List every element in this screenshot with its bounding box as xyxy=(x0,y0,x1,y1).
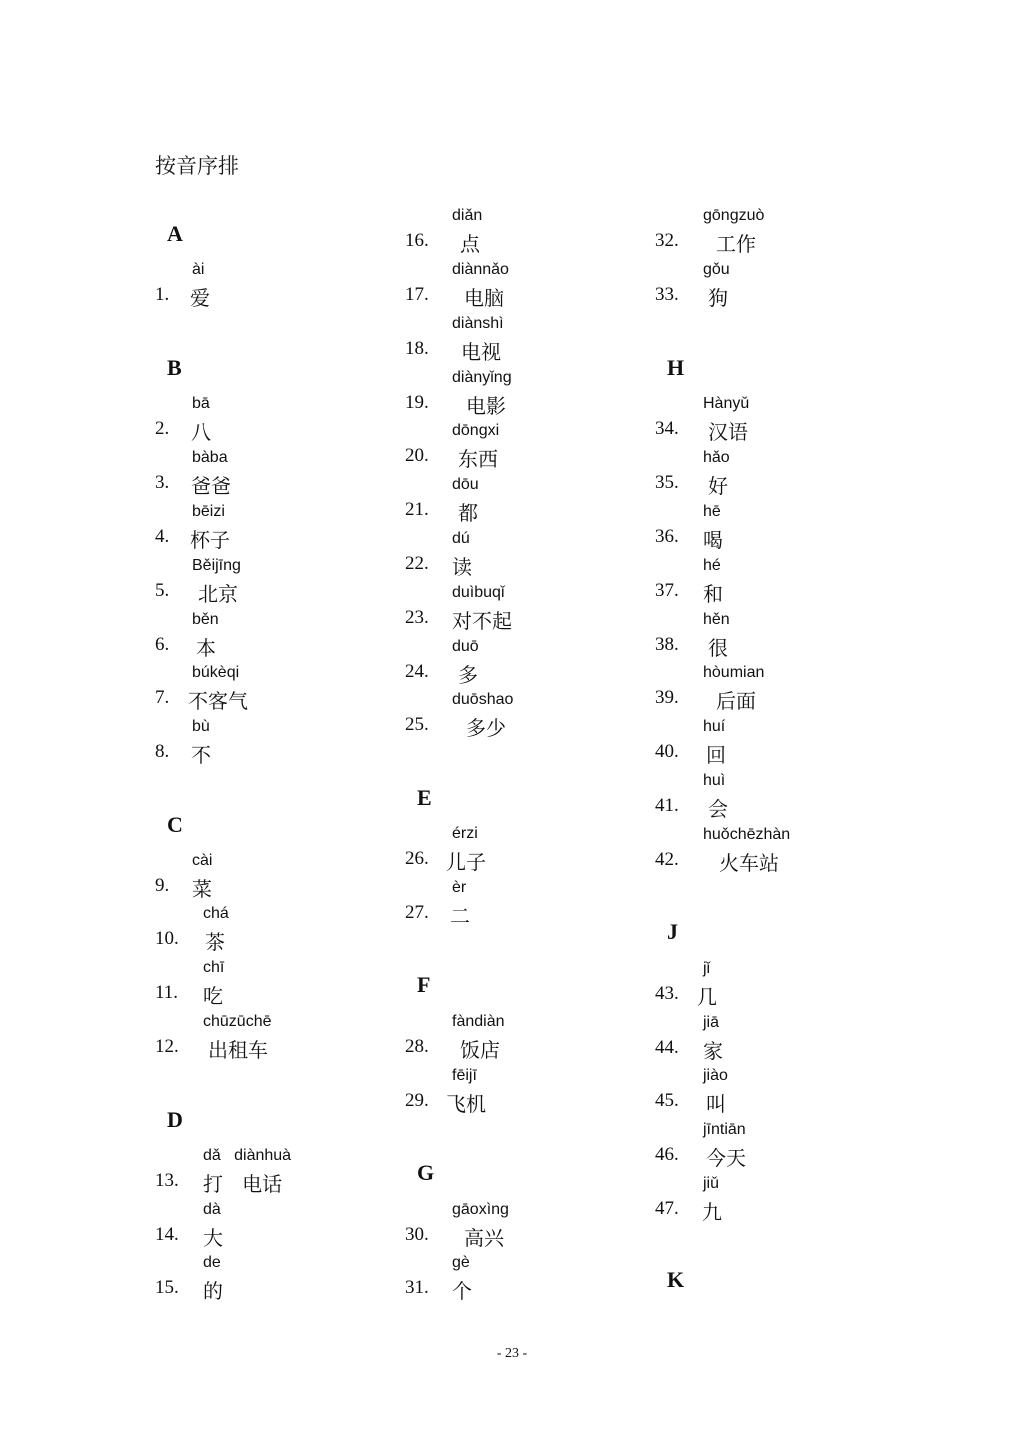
entry-number: 41. xyxy=(655,795,679,816)
entry-hanzi: 饭店 xyxy=(460,1038,500,1062)
entry-pinyin: bā xyxy=(192,395,210,412)
section-letter-g: G xyxy=(417,1160,435,1185)
entry-pinyin: cài xyxy=(192,852,213,869)
entry-number: 46. xyxy=(655,1144,679,1165)
page-title: 按音序排 xyxy=(155,154,239,178)
section-letter-e: E xyxy=(417,785,432,810)
entry-hanzi: 杯子 xyxy=(190,528,230,552)
entry-pinyin: gǒu xyxy=(703,261,730,278)
entry-number: 45. xyxy=(655,1090,679,1111)
entry-number: 19. xyxy=(405,392,429,413)
entry-pinyin: Hànyǔ xyxy=(703,395,750,412)
entry-hanzi: 汉语 xyxy=(708,420,748,444)
entry-number: 25. xyxy=(405,714,429,735)
entry-pinyin: bēizi xyxy=(192,503,225,520)
entry-number: 9. xyxy=(155,875,170,896)
section-letter-j: J xyxy=(667,919,678,944)
entry-hanzi: 几 xyxy=(697,985,717,1009)
entry-pinyin: fàndiàn xyxy=(452,1013,505,1030)
entry-number: 26. xyxy=(405,848,429,869)
entry-pinyin: fēijī xyxy=(452,1067,477,1084)
entry-pinyin: jiào xyxy=(703,1067,728,1084)
entry-number: 17. xyxy=(405,284,429,305)
entry-pinyin: jiā xyxy=(703,1014,720,1031)
entry-hanzi: 会 xyxy=(708,797,728,821)
entry-pinyin: dōngxi xyxy=(452,422,500,439)
entry-number: 14. xyxy=(155,1224,179,1245)
entry-pinyin: chá xyxy=(203,905,229,922)
entry-number: 20. xyxy=(405,445,429,466)
entry-pinyin: hé xyxy=(703,557,721,574)
entry-number: 7. xyxy=(155,687,170,708)
entry-number: 29. xyxy=(405,1090,429,1111)
entry-hanzi: 不客气 xyxy=(188,689,248,713)
entry-number: 18. xyxy=(405,338,429,359)
entry-number: 1. xyxy=(155,284,170,305)
entry-number: 47. xyxy=(655,1198,679,1219)
entry-hanzi: 北京 xyxy=(198,582,238,606)
entry-number: 38. xyxy=(655,634,679,655)
entry-pinyin: de xyxy=(203,1254,221,1271)
entry-hanzi: 九 xyxy=(702,1200,722,1224)
entry-hanzi: 火车站 xyxy=(719,851,779,875)
entry-hanzi: 茶 xyxy=(205,930,225,954)
entry-pinyin: huì xyxy=(703,772,726,789)
entry-pinyin: Běijīng xyxy=(192,557,241,574)
entry-hanzi: 电影 xyxy=(466,394,506,418)
entry-hanzi: 的 xyxy=(203,1279,223,1303)
entry-pinyin: huí xyxy=(703,718,726,735)
entry-hanzi: 不 xyxy=(191,743,211,767)
entry-number: 42. xyxy=(655,849,679,870)
entry-pinyin: dà xyxy=(203,1201,221,1218)
entry-hanzi: 都 xyxy=(458,501,478,525)
entry-hanzi: 读 xyxy=(452,555,472,579)
entry-number: 27. xyxy=(405,902,429,923)
entry-pinyin: diànyǐng xyxy=(452,369,512,386)
entry-pinyin: bàba xyxy=(192,449,228,466)
entry-pinyin: ài xyxy=(192,261,205,278)
entry-hanzi: 和 xyxy=(703,582,723,606)
entry-pinyin: jǐ xyxy=(703,960,711,977)
entry-number: 28. xyxy=(405,1036,429,1057)
entry-hanzi: 电脑 xyxy=(464,286,504,310)
entry-pinyin: dú xyxy=(452,530,470,547)
section-letter-h: H xyxy=(667,355,685,380)
entry-number: 13. xyxy=(155,1170,179,1191)
entry-pinyin: chī xyxy=(203,959,225,976)
entry-hanzi: 叫 xyxy=(706,1092,726,1116)
entry-number: 15. xyxy=(155,1277,179,1298)
entry-pinyin: érzi xyxy=(452,825,478,842)
entry-hanzi: 电视 xyxy=(461,340,501,364)
entry-number: 40. xyxy=(655,741,679,762)
entry-pinyin: jiǔ xyxy=(703,1175,720,1192)
entry-hanzi: 个 xyxy=(452,1279,472,1303)
entry-number: 35. xyxy=(655,472,679,493)
entry-number: 44. xyxy=(655,1037,679,1058)
entry-number: 31. xyxy=(405,1277,429,1298)
section-letter-k: K xyxy=(667,1267,685,1292)
entry-pinyin: duō xyxy=(452,638,479,655)
section-letter-a: A xyxy=(167,221,183,246)
entry-hanzi: 爱 xyxy=(190,286,210,310)
entry-number: 39. xyxy=(655,687,679,708)
entry-hanzi: 东西 xyxy=(458,447,498,471)
entry-number: 3. xyxy=(155,472,170,493)
entry-pinyin: gōngzuò xyxy=(703,207,765,224)
section-letter-b: B xyxy=(167,355,182,380)
entry-number: 12. xyxy=(155,1036,179,1057)
entry-pinyin: chūzūchē xyxy=(203,1013,272,1030)
entry-number: 16. xyxy=(405,230,429,251)
section-letter-c: C xyxy=(167,812,183,837)
entry-number: 37. xyxy=(655,580,679,601)
entry-pinyin: hē xyxy=(703,503,721,520)
entry-pinyin: jīntiān xyxy=(703,1121,746,1138)
entry-pinyin: duìbuqǐ xyxy=(452,584,505,601)
entry-pinyin: èr xyxy=(452,879,467,896)
entry-pinyin: bù xyxy=(192,718,210,735)
entry-hanzi: 点 xyxy=(460,232,480,256)
page-number: - 23 - xyxy=(496,1346,528,1361)
entry-hanzi: 本 xyxy=(196,636,216,660)
entry-hanzi: 喝 xyxy=(703,528,723,552)
entry-number: 11. xyxy=(155,982,179,1003)
entry-pinyin: hěn xyxy=(703,611,730,628)
entry-pinyin: běn xyxy=(192,611,219,628)
entry-pinyin: hǎo xyxy=(703,449,730,466)
entry-pinyin: diànshì xyxy=(452,315,504,332)
entry-number: 2. xyxy=(155,418,170,439)
entry-pinyin: diànnǎo xyxy=(452,261,509,278)
entry-hanzi: 多 xyxy=(458,663,478,687)
entry-hanzi: 工作 xyxy=(716,232,756,256)
entry-hanzi: 出租车 xyxy=(208,1038,268,1062)
entry-hanzi: 打 电话 xyxy=(203,1172,283,1196)
entry-pinyin: huǒchēzhàn xyxy=(703,826,791,843)
section-letter-f: F xyxy=(417,972,431,997)
entry-hanzi: 好 xyxy=(708,474,728,498)
entry-number: 8. xyxy=(155,741,170,762)
entry-number: 21. xyxy=(405,499,429,520)
entry-number: 6. xyxy=(155,634,170,655)
entry-number: 36. xyxy=(655,526,679,547)
entry-number: 34. xyxy=(655,418,679,439)
entry-hanzi: 今天 xyxy=(706,1146,746,1170)
section-letter-d: D xyxy=(167,1107,183,1132)
entry-pinyin: búkèqi xyxy=(192,664,240,681)
entry-number: 5. xyxy=(155,580,170,601)
entry-hanzi: 儿子 xyxy=(446,850,486,874)
entry-pinyin: gè xyxy=(452,1254,470,1271)
entry-hanzi: 爸爸 xyxy=(191,474,231,498)
entry-hanzi: 菜 xyxy=(192,877,212,901)
entry-pinyin: dǎ diànhuà xyxy=(203,1147,292,1164)
entry-number: 22. xyxy=(405,553,429,574)
entry-hanzi: 八 xyxy=(191,420,211,444)
entry-number: 43. xyxy=(655,983,679,1004)
entry-pinyin: duōshao xyxy=(452,691,514,708)
entry-number: 10. xyxy=(155,928,179,949)
entry-hanzi: 很 xyxy=(708,636,728,660)
entry-hanzi: 回 xyxy=(706,743,726,767)
entry-pinyin: hòumian xyxy=(703,664,765,681)
entry-number: 24. xyxy=(405,661,429,682)
entry-number: 30. xyxy=(405,1224,429,1245)
entry-hanzi: 对不起 xyxy=(452,609,512,633)
entry-pinyin: gāoxìng xyxy=(452,1201,509,1218)
entry-pinyin: dōu xyxy=(452,476,479,493)
entry-number: 33. xyxy=(655,284,679,305)
entry-hanzi: 大 xyxy=(203,1226,223,1250)
entry-number: 23. xyxy=(405,607,429,628)
entry-hanzi: 吃 xyxy=(203,984,223,1008)
entry-hanzi: 后面 xyxy=(716,689,756,713)
entry-hanzi: 高兴 xyxy=(464,1226,504,1250)
entry-hanzi: 飞机 xyxy=(446,1092,486,1116)
entry-number: 32. xyxy=(655,230,679,251)
entry-hanzi: 二 xyxy=(450,904,470,928)
entry-pinyin: diǎn xyxy=(452,207,483,224)
entry-hanzi: 狗 xyxy=(708,286,728,310)
entry-hanzi: 多少 xyxy=(466,716,506,740)
entry-hanzi: 家 xyxy=(703,1039,723,1063)
entry-number: 4. xyxy=(155,526,170,547)
